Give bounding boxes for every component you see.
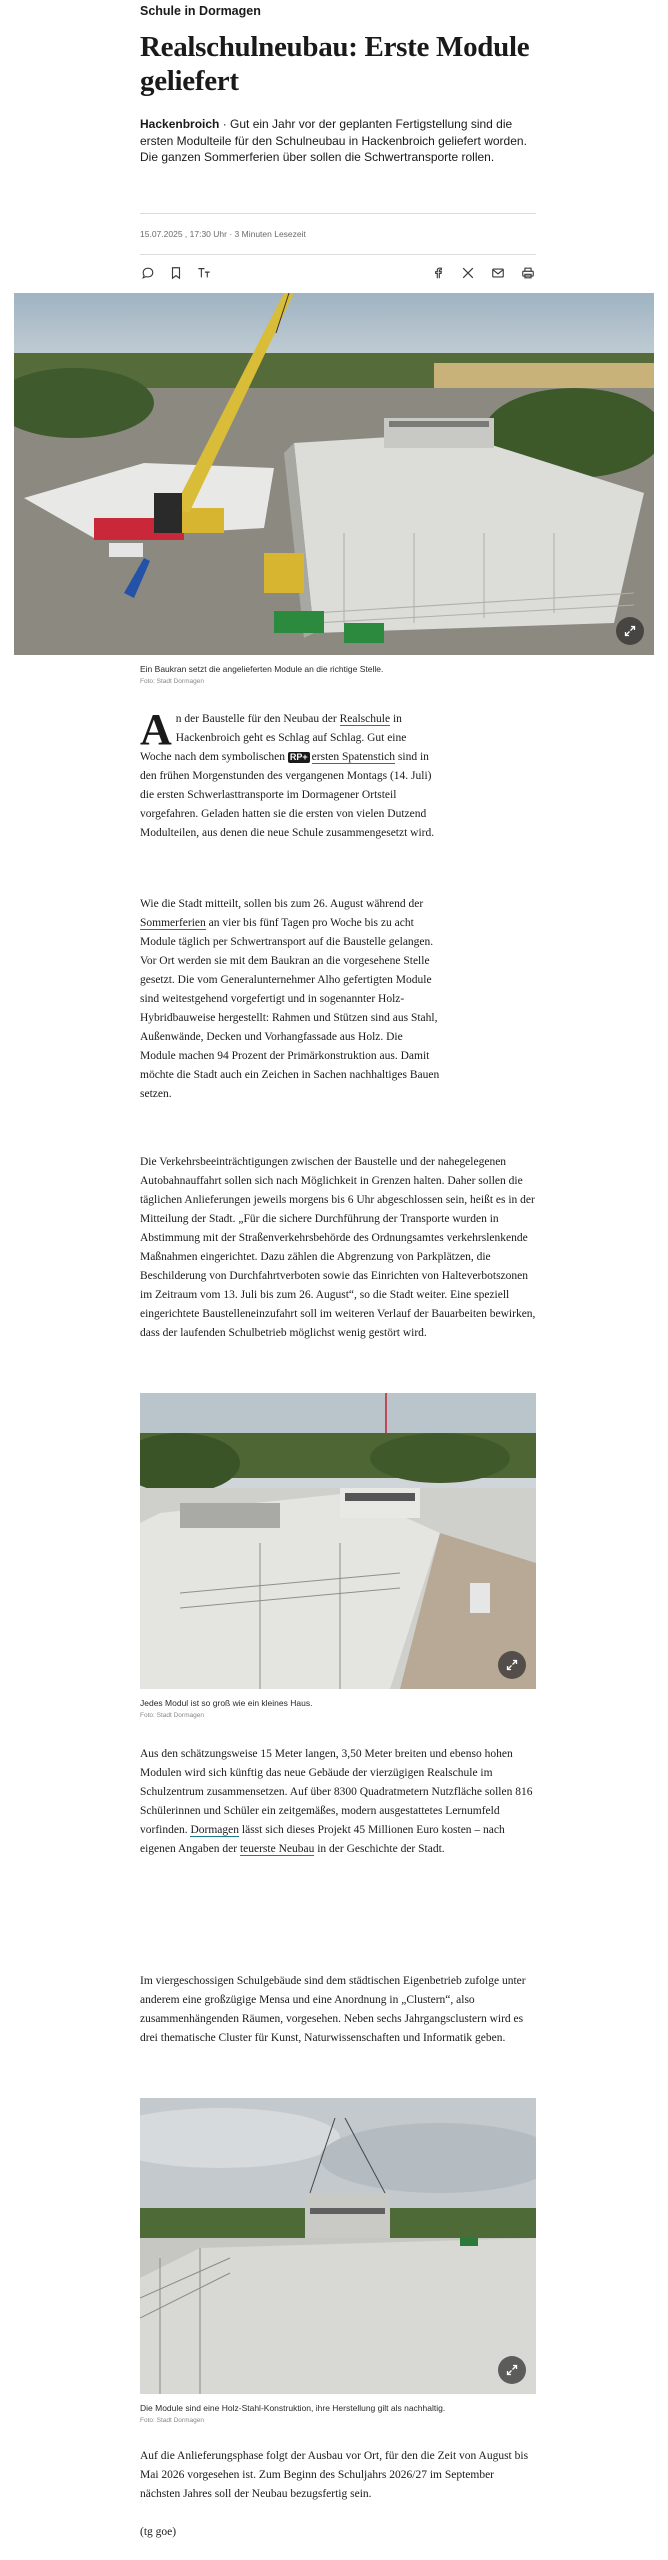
construction-site-image [14,293,654,655]
teaser-place: Hackenbroich [140,117,220,131]
crane-lifting-module-image [140,2098,536,2394]
image-credit: Foto: Stadt Dormagen [140,678,204,685]
text-size-icon[interactable] [196,265,212,281]
article-photo-crane-module[interactable] [140,2098,536,2394]
module-building-image [140,1393,536,1689]
image-caption: Ein Baukran setzt die angelieferten Module an die richtige Stelle. [140,664,384,674]
expand-image-button[interactable] [616,617,644,645]
article-headline: Realschulneubau: Erste Module geliefert [140,31,530,97]
image-caption: Die Module sind eine Holz-Stahl-Konstruktion, ihre Herstellung gilt als nachhaltig. [140,2403,446,2413]
divider [140,213,536,214]
mail-icon[interactable] [490,265,506,281]
article-photo-modules[interactable] [140,1393,536,1689]
x-icon[interactable] [460,265,476,281]
article-paragraph: An der Baustelle für den Neubau der Realschule in Hackenbroich geht es Schlag auf Schlag. Gut eine Woche nach dem symbolischen RP+ ersten Spatenstich sind in den frühen Morgenstunden des vergangenen Montags (14. Juli) die ersten Schwerlasttransporte im Dormagener Ortsteil vorgefahren. Geladen hatten sie die ersten von vielen Dutzend Modulteilen, aus denen die neue Schule zusammengesetzt wird. [140,705,435,839]
article-meta [140,229,536,239]
facebook-icon[interactable] [430,265,446,281]
image-credit: Foto: Stadt Dormagen [140,2417,204,2424]
article-paragraph: Wie die Stadt mitteilt, sollen bis zum 26. August während der Sommerferien an vier bis fünf Tagen pro Woche bis zu acht Module täglich per Schwertransport auf die Baustelle gelangen. Vor Ort werden sie mit dem Baukran an die vorgesehene Stelle gesetzt. Die vom Generalunternehmer Alho gefertigten Module sind weitestgehend vorgefertigt und in sogenannter Holz-Hybridbauweise hergestellt: Rahmen und Stützen sind aus Stahl, Außenwände, Decken und Vorhangfassade aus Holz. Die Module machen 94 Prozent der Primärkonstruktion aus. Damit möchte die Stadt auch ein Zeichen in Sachen nachhaltiges Bauen setzen. [140,898,440,1100]
drop-cap: A [140,705,172,754]
link-teuerste-neubau[interactable]: teuerste Neubau [239,1843,315,1855]
article-paragraph: Im viergeschossigen Schulgebäude sind dem städtischen Eigenbetrieb zufolge unter anderem eine großzügige Mensa und eine Anordnung in „Clustern“, also zusammenhängenden Räumen, vorgesehen. Neben sechs Jahrgangsclustern wird es drei thematische Cluster für Kunst, Naturwissenschaften und Informatik geben. [140,1975,526,2044]
comment-icon[interactable] [140,265,156,281]
expand-image-button[interactable] [498,2356,526,2384]
article-photo-crane[interactable] [14,293,654,655]
divider [140,254,536,255]
article-kicker[interactable]: Schule in Dormagen [140,4,261,18]
reading-time: · 3 Minuten Lesezeit [227,229,306,239]
print-icon[interactable] [520,265,536,281]
link-dormagen[interactable]: Dormagen [190,1824,240,1836]
image-credit: Foto: Stadt Dormagen [140,1712,204,1719]
article-paragraph: Aus den schätzungsweise 15 Meter langen, 3,50 Meter breiten und ebenso hohen Modulen wird sich künftig das neue Gebäude der vierzügigen Realschule im Schulzentrum zusammensetzen. Auf über 8300 Quadratmetern Nutzfläche sollen 816 Schülerinnen und Schüler ein zeitgemäßes, modern ausgestattetes Lernumfeld vorfinden. Dormagen lässt sich dieses Projekt 45 Millionen Euro kosten – nach eigenen Angaben der teuerste Neubau in der Geschichte der Stadt. [140,1748,533,1855]
article-paragraph: Die Verkehrsbeeinträchtigungen zwischen der Baustelle und der nahegelegenen Autobahnauffahrt sollen sich nach Möglichkeit in Grenzen halten. Daher sollen die täglichen Anlieferungen jeweils morgens bis 6 Uhr abgeschlossen sein, heißt es in der Mitteilung der Stadt. „Für die sichere Durchführung der Transporte wurden in Abstimmung mit der Straßenverkehrsbehörde des Ordnungsamtes verkehrslenkende Maßnahmen eingerichtet. Dazu zählen die Abgrenzung von Parkplätzen, die Beschilderung von Durchfahrtverboten sowie das Einrichten von Halteverbotszonen im Zeitraum vom 13. Juli bis zum 26. August“, so die Stadt weiter. Eine speziell eingerichtete Baustelleneinzufahrt soll im weiteren Verlauf der Bauarbeiten bewirken, dass der laufenden Schulbetrieb möglichst wenig gestört wird. [140,1156,536,1339]
link-realschule[interactable]: Realschule [339,713,391,725]
rp-plus-badge: RP+ [289,752,308,762]
bookmark-icon[interactable] [168,265,184,281]
author-signature: (tg goe) [140,2526,177,2538]
article-paragraph: Auf die Anlieferungsphase folgt der Ausbau vor Ort, für den die Zeit von August bis Mai 2026 vorgesehen ist. Zum Beginn des Schuljahrs 2026/27 im September nächsten Jahres soll der Neubau bezugsfertig sein. [140,2450,529,2500]
article-toolbar [140,262,536,284]
article-teaser [140,116,536,166]
image-caption: Jedes Modul ist so groß wie ein kleines Haus. [140,1698,313,1708]
teaser-text: · Gut ein Jahr vor der geplanten Fertigstellung sind die ersten Modulteile für den Schulneubau in Hackenbroich geliefert worden. Die ganzen Sommerferien über sollen die Schwertransporte rollen. [140,117,527,164]
expand-image-button[interactable] [498,1651,526,1679]
link-sommerferien[interactable]: Sommerferien [140,917,206,929]
link-spatenstich[interactable]: ersten Spatenstich [311,751,396,763]
publish-date: 15.07.2025 , 17:30 Uhr [140,229,227,239]
